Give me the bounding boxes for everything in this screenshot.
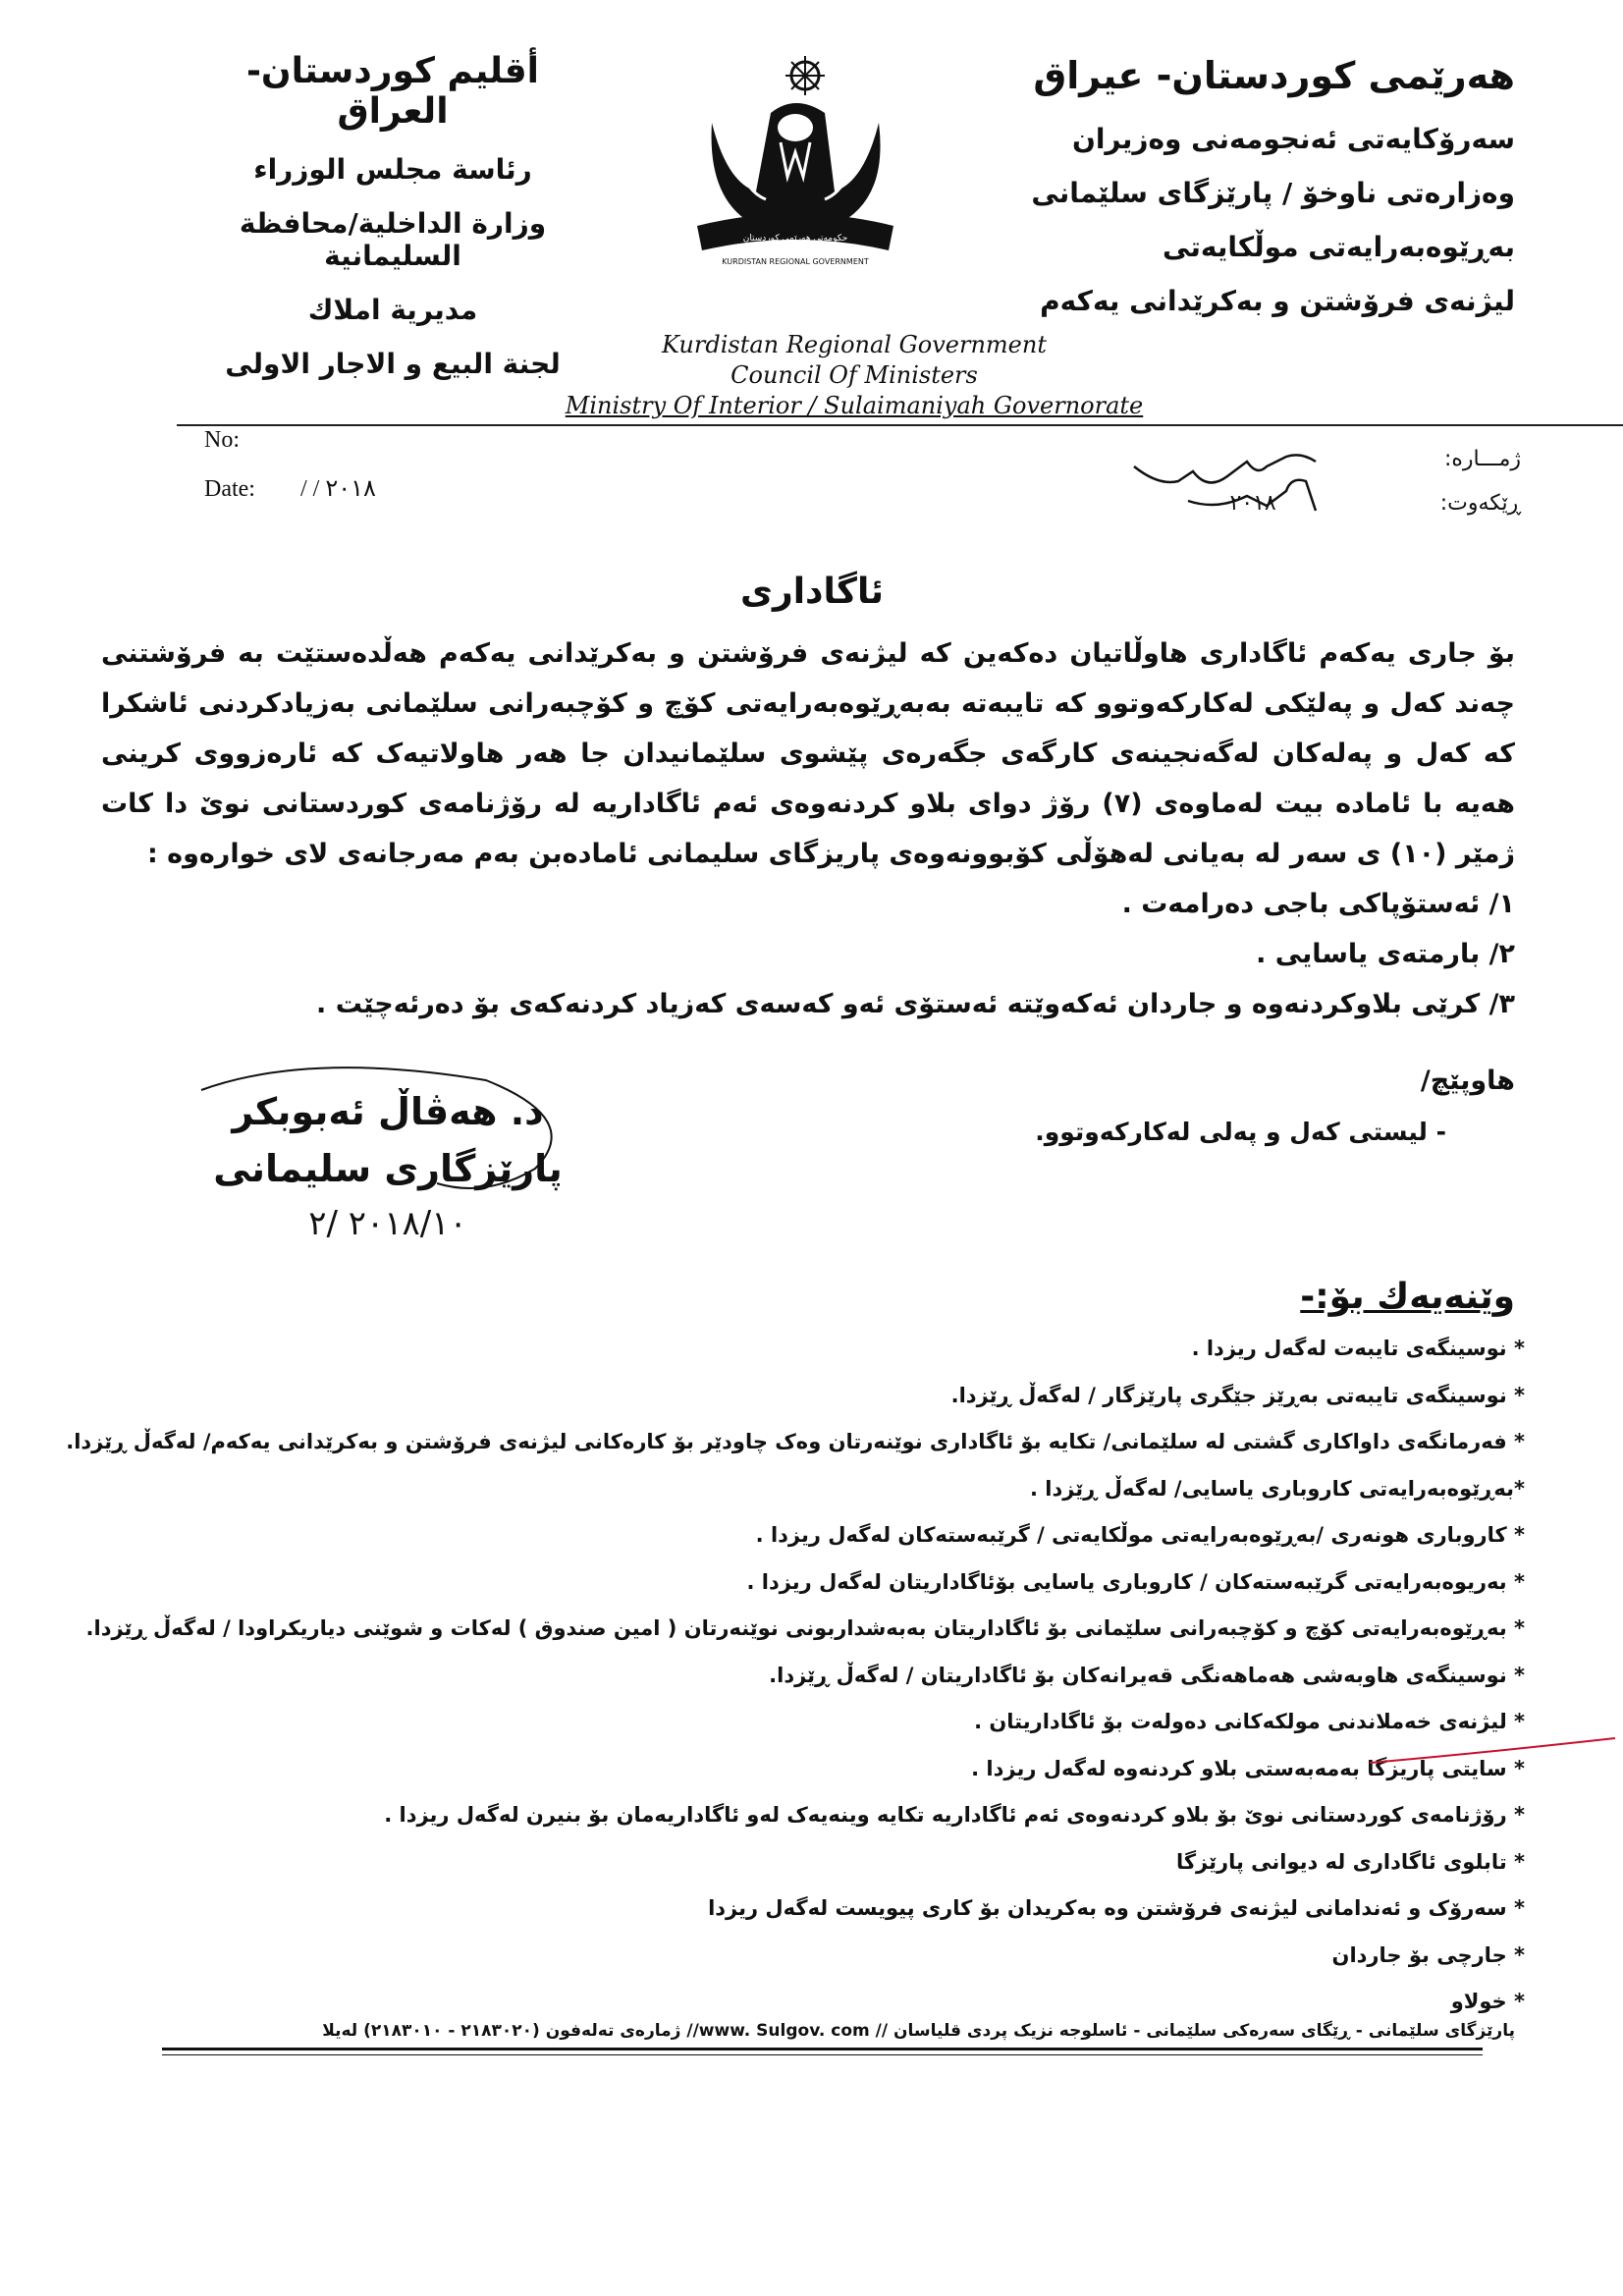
red-pen-mark-icon	[1365, 1733, 1620, 1773]
arabic-directorate-line: مديرية املاك	[307, 294, 478, 326]
cc-item: * سەرۆک و ئەندامانی لیژنەی فرۆشتن وە بەکریدان بۆ کاری پیویست لەگەل ریزدا	[708, 1896, 1525, 1920]
kurdish-council-line: سەرۆکایەتی ئەنجومەنی وەزیران	[1071, 123, 1515, 155]
kurdish-ministry-line: وەزارەتی ناوخۆ / پارێزگای سلێمانی	[1031, 177, 1515, 209]
signer-name: د. هەڤاڵ ئەبوبکر	[232, 1090, 544, 1133]
cc-title: وێنەیەك بۆ:-	[1300, 1277, 1515, 1317]
header-divider	[177, 424, 1623, 426]
kurdish-committee-line: لیژنەی فرۆشتن و بەکرێدانی یەکەم	[1040, 285, 1515, 317]
cc-item: * لیژنەی خەملاندنی مولکەکانی دەولەت بۆ ئاگاداریتان .	[974, 1710, 1525, 1733]
cc-item: * نوسینگەی تایبەت لەگەل ریزدا .	[1191, 1337, 1525, 1360]
kurdish-date-label: ڕێکەوت:	[1439, 491, 1521, 516]
condition-1: ١/ ئەستۆپاکی باجی دەرامەت .	[1121, 889, 1515, 919]
kurdish-directorate-line: بەڕێوەبەرایەتی موڵکایەتی	[1163, 231, 1515, 263]
english-ministry-line: Ministry Of Interior / Sulaimaniyah Governorate	[565, 392, 1144, 419]
footer-divider-thin	[162, 2054, 1483, 2055]
cc-item: * تابلوی ئاگاداری لە دیوانی پارێزگا	[1175, 1849, 1525, 1874]
kurdish-header	[965, 54, 1515, 339]
arabic-region-title: أقليم كوردستان- العراق	[245, 51, 540, 132]
signature-date: ٢٠١٨/١٠ /٢	[308, 1204, 467, 1243]
condition-2: ٢/ بارمتەی یاسایی .	[1256, 939, 1515, 969]
arabic-council-line: رئاسة مجلس الوزراء	[253, 153, 532, 186]
english-council-line: Council Of Ministers	[730, 361, 978, 389]
cc-item: * خولاو	[1450, 1990, 1525, 2013]
notice-body	[101, 629, 1515, 1029]
emblem-kurdish-text: حکومەتی هەرێمی کوردستان	[742, 234, 848, 244]
cc-item: * نوسینگەی هاوبەشی هەماهەنگی قەیرانەکان بۆ ئاگاداریتان / لەگەڵ ڕێزدا.	[769, 1663, 1525, 1687]
eagle-emblem-icon	[677, 54, 913, 270]
footer-divider	[162, 2048, 1483, 2050]
arabic-ministry-line: وزارة الداخلية/محافظة السليمانية	[239, 207, 547, 272]
date-value: / / ٢٠١٨	[299, 476, 376, 502]
cc-item: * بەریوەبەرایەتی گرێبەستەکان / کاروباری یاسایی بۆئاگاداریتان لەگەل ریزدا .	[746, 1569, 1525, 1594]
handwritten-reference-icon	[1119, 437, 1414, 516]
notice-title: ئاگاداری	[739, 572, 884, 612]
cc-item: * رۆژنامەی کوردستانی نوێ بۆ بلاو کردنەوەی ئەم ئاگاداریە تکایە وینەیەک لەو ئاگاداریەمان بۆ بنیرن لەگەل ریزدا .	[384, 1803, 1525, 1827]
emblem-english-text: KURDISTAN REGIONAL GOVERNMENT	[722, 257, 869, 266]
cc-item: * جارچی بۆ جاردان	[1331, 1942, 1525, 1967]
footer-address: پارێزگای سلێمانی - ڕێگای سەرەکی سلێمانی - ئاسلوجە نزیک پردی قلیاسان // www. Sulgov. com// ژمارەی تەلەفون (٢١٨٣٠٢٠ - ٢١٨٣٠١٠) لەیلا	[322, 2021, 1515, 2041]
date-label: Date:	[204, 476, 255, 502]
kurdish-no-label: ژمـــارە:	[1443, 447, 1521, 471]
notice-paragraph: بۆ جاری یەکەم ئاگاداری هاوڵاتیان دەکەین کە لیژنەی فرۆشتن و بەکرێدانی یەکەم هەڵدەستێت بە فرۆشتنی چەند کەل و پەلێکی لەکارکەوتوو کە تایبەتە بەبەڕێوەبەرایەتی کۆچ و کۆچبەرانی سلێمانی بەزیادکردنی ئاشکرا کە کەل و پەلەکان لەگەنجینەی کارگەی جگەرەی پێشوی سلێمانیدان جا هەر هاولاتیەک کە ئارەزووی کرینی هەیە با ئامادە بیت لەماوەی (٧) رۆژ دوای بلاو کردنەوەی ئەم ئاگاداریە لە رۆژنامەی کوردستانی نوێ دا کات ژمێر (١٠) ی سەر لە بەیانی لەهۆڵی کۆبوونەوەی پاریزگای سلیمانی ئامادەبن بەم مەرجانەی لای خوارەوە :	[101, 638, 1515, 869]
no-label: No:	[204, 427, 240, 453]
cc-item: *بەڕێوەبەرایەتی کاروباری یاسایی/ لەگەڵ ڕێزدا .	[1029, 1476, 1525, 1501]
cc-item: * کاروباری هونەری /بەڕێوەبەرایەتی موڵکایەتی / گرێبەستەکان لەگەل ریزدا .	[755, 1523, 1525, 1547]
cc-list	[52, 1326, 1525, 2026]
cc-item: * نوسینگەی تایبەتی بەڕێز جێگری پارێزگار / لەگەڵ ڕێزدا.	[950, 1383, 1525, 1407]
kurdish-region-title: هەرێمی کوردستان- عیراق	[1033, 54, 1515, 97]
signer-position: پارێزگاری سلیمانی	[213, 1147, 563, 1190]
cc-item: * فەرمانگەی داواکاری گشتی لە سلێمانی/ تکایە بۆ ئاگاداری نوێنەرتان وەک چاودێر بۆ کارەکانی لیژنەی فرۆشتن و بەکرێدانی یەکەم/ لەگەڵ ڕێزدا.	[66, 1430, 1525, 1453]
arabic-committee-line: لجنة البيع و الاجار الاولى	[225, 348, 561, 380]
attachment-label: هاوپێچ/	[1420, 1066, 1515, 1096]
english-header	[530, 330, 1178, 421]
signature-block	[201, 1090, 574, 1257]
attachment-item: - لیستی کەل و پەلی لەکارکەوتوو.	[1035, 1118, 1446, 1146]
date-label-row	[204, 474, 376, 503]
emblem-arabic-text: حكومة اقليم كوردستان	[757, 244, 834, 252]
english-government-line: Kurdistan Regional Government	[662, 331, 1047, 358]
krg-emblem	[677, 54, 913, 270]
kurdish-date-printed: ٢٠١٨	[1229, 491, 1276, 516]
condition-3: ٣/ کرێی بلاوکردنەوە و جاردان ئەکەوێتە ئەستۆی ئەو کەسەی کەزیاد کردنەکەی بۆ دەرئەچێت .	[316, 989, 1515, 1019]
cc-item: * سایتی پاریزگا بەمەبەستی بلاو کردنەوە لەگەل ریزدا .	[971, 1756, 1525, 1780]
cc-item: * بەڕێوەبەرایەتی کۆچ و کۆچبەرانی سلێمانی بۆ ئاگاداریتان بەبەشداربونی نوێنەرتان ( امین صندوق ) لەکات و شوێنی دیاریکراودا / لەگەڵ ڕێزدا.	[85, 1616, 1525, 1640]
